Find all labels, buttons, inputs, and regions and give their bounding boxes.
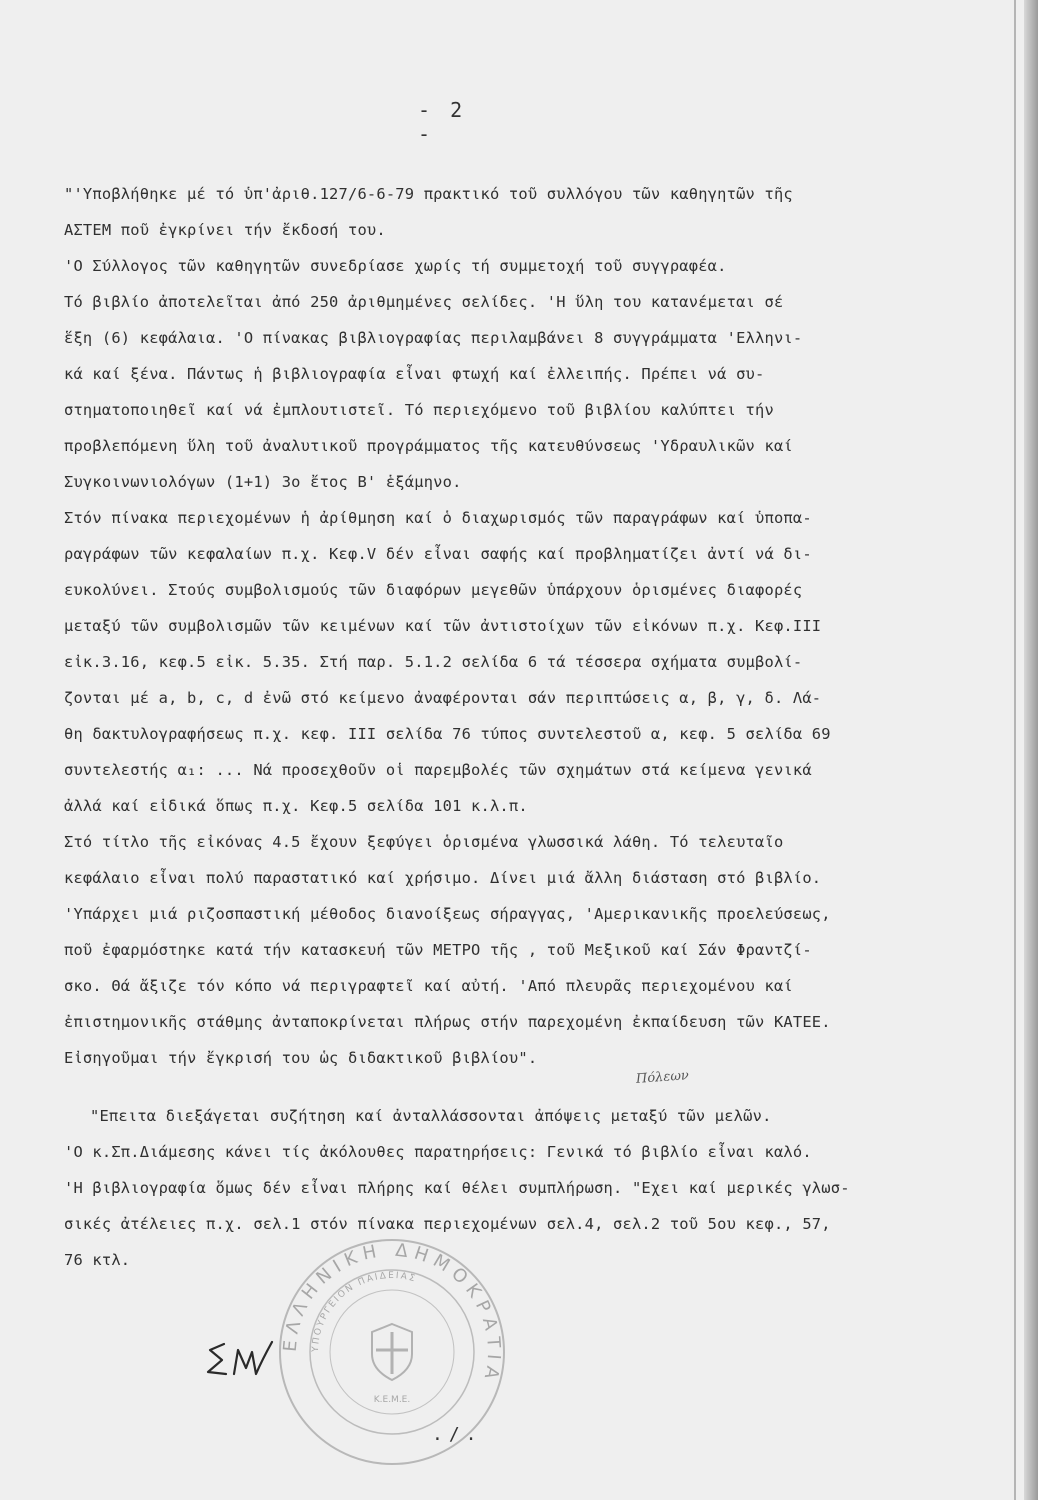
page-edge-shadow	[1024, 0, 1038, 1500]
body-text	[64, 176, 974, 1278]
text-line: ζονται μέ a, b, c, d ἐνῶ στό κείμενο ἀναφέρονται σάν περιπτώσεις α, β, γ, δ. Λά-	[64, 689, 822, 707]
text-line: ἐπιστημονικῆς στάθμης ἀνταποκρίνεται πλήρως στήν παρεχομένη ἐκπαίδευση τῶν ΚΑΤΕΕ.	[64, 1013, 831, 1031]
text-line: κά καί ξένα. Πάντως ἡ βιβλιογραφία εἶναι φτωχή καί ἐλλειπής. Πρέπει νά συ-	[64, 365, 765, 383]
text-line: Συγκοινωνιολόγων (1+1) 3ο ἔτος Β' ἑξάμηνο.	[64, 473, 462, 491]
text-line: 'Υπάρχει μιά ριζοσπαστική μέθοδος διανοίξεως σήραγγας, 'Αμερικανικῆς προελεύσεως,	[64, 905, 831, 923]
handwritten-signature	[200, 1330, 280, 1390]
text-line: ποῦ ἐφαρμόστηκε κατά τήν κατασκευή τῶν ΜΕΤΡΟ τῆς , τοῦ Μεξικοῦ καί Σάν Φραντζί-	[64, 941, 812, 959]
paragraph-gap	[64, 1076, 974, 1098]
text-line: 'Ο κ.Σπ.Διάμεσης κάνει τίς ἀκόλουθες παρατηρήσεις: Γενικά τό βιβλίο εἶναι καλό.	[64, 1143, 812, 1161]
stamp-outer-text: ΕΛΛΗΝΙΚΗ ΔΗΜΟΚΡΑΤΙΑ	[279, 1239, 505, 1387]
text-line: 76 κτλ.	[64, 1251, 131, 1269]
text-line: μεταξύ τῶν συμβολισμῶν τῶν κειμένων καί τῶν ἀντιστοίχων τῶν εἰκόνων π.χ. Κεφ.III	[64, 617, 822, 635]
text-line: Στόν πίνακα περιεχομένων ἡ ἀρίθμηση καί ὁ διαχωρισμός τῶν παραγράφων καί ὑποπα-	[64, 509, 812, 527]
crest-icon	[372, 1324, 412, 1380]
page-number: - 2 -	[418, 98, 467, 146]
text-line: σκο. Θά ἄξιζε τόν κόπο νά περιγραφτεῖ καί αὐτή. 'Από πλευρᾶς περιεχομένου καί	[64, 977, 793, 995]
text-line: ἀλλά καί εἰδικά ὅπως π.χ. Κεφ.5 σελίδα 101 κ.λ.π.	[64, 797, 528, 815]
text-line: 'Η βιβλιογραφία ὅμως δέν εἶναι πλήρης καί θέλει συμπλήρωση. "Εχει καί μερικές γλωσ-	[64, 1179, 850, 1197]
page-continue-marker: ./.	[432, 1424, 483, 1445]
page-edge-line	[1014, 0, 1016, 1500]
text-line: ραγράφων τῶν κεφαλαίων π.χ. Κεφ.V δέν εἶναι σαφής καί προβληματίζει ἀντί νά δι-	[64, 545, 812, 563]
text-line: ΑΣΤΕΜ ποῦ ἐγκρίνει τήν ἔκδοσή του.	[64, 221, 386, 239]
text-line: συντελεστής α₁: ... Νά προσεχθοῦν οἱ παρεμβολές τῶν σχημάτων στά κείμενα γενικά	[64, 761, 812, 779]
text-line: Στό τίτλο τῆς εἰκόνας 4.5 ἔχουν ξεφύγει ὁρισμένα γλωσσικά λάθη. Τό τελευταῖο	[64, 833, 784, 851]
text-line: Εἰσηγοῦμαι τήν ἔγκρισή του ὡς διδακτικοῦ βιβλίου".	[64, 1049, 538, 1067]
stamp-inner-text: ΥΠΟΥΡΓΕΙΟΝ ΠΑΙΔΕΙΑΣ	[310, 1270, 418, 1353]
text-line: προβλεπόμενη ὕλη τοῦ ἀναλυτικοῦ προγράμματος τῆς κατευθύνσεως 'Υδραυλικῶν καί	[64, 437, 793, 455]
text-line: στηματοποιηθεῖ καί νά ἐμπλουτιστεῖ. Τό περιεχόμενο τοῦ βιβλίου καλύπτει τήν	[64, 401, 774, 419]
text-line: ἕξη (6) κεφάλαια. 'Ο πίνακας βιβλιογραφίας περιλαμβάνει 8 συγγράμματα 'Ελληνι-	[64, 329, 803, 347]
text-line: κεφάλαιο εἶναι πολύ παραστατικό καί χρήσιμο. Δίνει μιά ἄλλη διάσταση στό βιβλίο.	[64, 869, 822, 887]
handwritten-note: Πόλεων	[635, 1068, 690, 1087]
text-line: Τό βιβλίο ἀποτελεῖται ἀπό 250 ἀριθμημένες σελίδες. 'Η ὕλη του κατανέμεται σέ	[64, 293, 784, 311]
stamp-bottom-text: Κ.Ε.Μ.Ε.	[373, 1395, 411, 1405]
text-line: "Επειτα διεξάγεται συζήτηση καί ἀνταλλάσσονται ἀπόψεις μεταξύ τῶν μελῶν.	[90, 1107, 772, 1125]
text-line: "'Υποβλήθηκε μέ τό ὑπ'ἀριθ.127/6-6-79 πρακτικό τοῦ συλλόγου τῶν καθηγητῶν τῆς	[64, 185, 793, 203]
text-line: 'Ο Σύλλογος τῶν καθηγητῶν συνεδρίασε χωρίς τή συμμετοχή τοῦ συγγραφέα.	[64, 257, 727, 275]
text-line: θη δακτυλογραφήσεως π.χ. κεφ. III σελίδα 76 τύπος συντελεστοῦ α, κεφ. 5 σελίδα 69	[64, 725, 831, 743]
text-line: ευκολύνει. Στούς συμβολισμούς τῶν διαφόρων μεγεθῶν ὑπάρχουν ὁρισμένες διαφορές	[64, 581, 803, 599]
text-line: σικές ἀτέλειες π.χ. σελ.1 στόν πίνακα περιεχομένων σελ.4, σελ.2 τοῦ 5ου κεφ., 57,	[64, 1215, 831, 1233]
text-line: εἰκ.3.16, κεφ.5 εἰκ. 5.35. Στή παρ. 5.1.2 σελίδα 6 τά τέσσερα σχήματα συμβολί-	[64, 653, 803, 671]
